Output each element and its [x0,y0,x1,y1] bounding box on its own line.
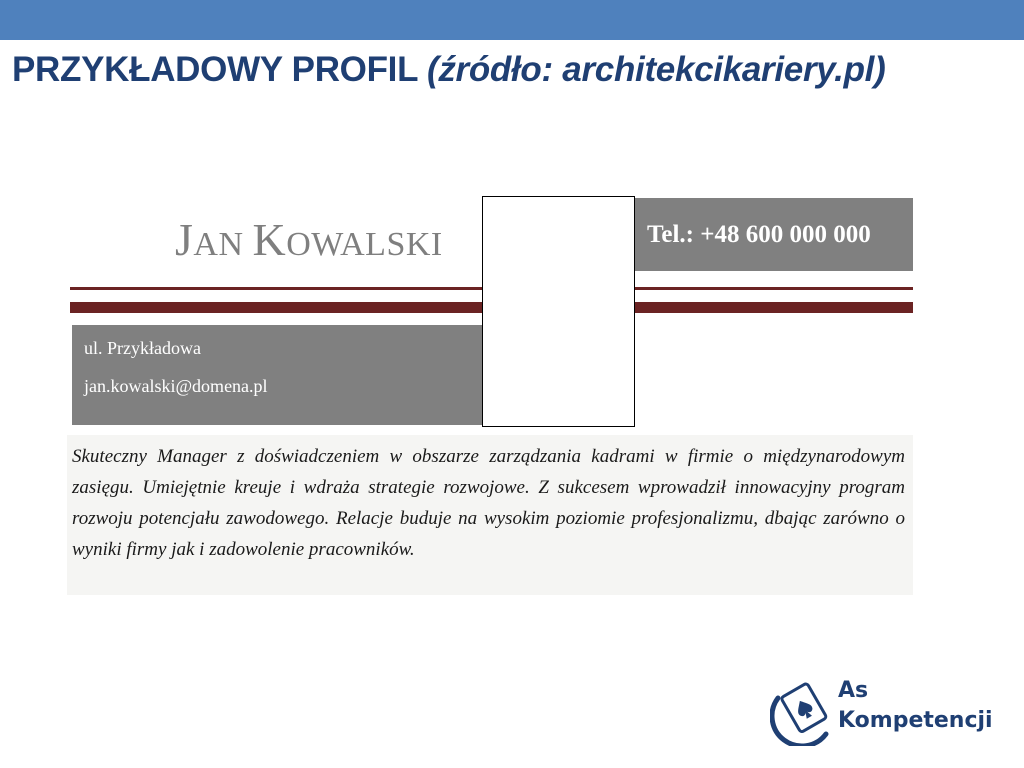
phone-box [635,198,913,271]
summary-box [67,435,913,595]
logo-text-as: As [838,678,869,703]
top-accent-bar [0,0,1024,40]
contact-box [72,325,492,425]
slide-title [12,48,1012,92]
as-kompetencji-logo [770,676,1000,746]
logo-text-kompetencji: Kompetencji [838,708,993,733]
title-source: (źródło: architekcikariery.pl) [426,50,886,89]
name-rest-first: AN [193,226,253,263]
email-text: jan.kowalski@domena.pl [84,376,268,396]
cv-card [67,195,913,595]
title-main: PRZYKŁADOWY PROFIL [12,50,427,89]
photo-placeholder [482,196,635,427]
name-rest-last: OWALSKI [286,226,443,263]
name-initial-first: J [175,214,194,265]
address-text: ul. Przykładowa [84,338,201,358]
name-initial-last: K [252,214,287,265]
cv-name [175,213,495,266]
summary-text: Skuteczny Manager z doświadczeniem w obszarze zarządzania kadrami w firmie o międzynarodowym zasięgu. Umiejętnie kreuje i wdraża strategie rozwojowe. Z sukcesem wprowadził innowacyjny program rozwoju potencjału zawodowego. Relacje buduje na wysokim poziomie profesjonalizmu, dbając zarówno o wyniki firmy jak i zadowolenie pracowników. [72,446,905,560]
phone-text: Tel.: +48 600 000 000 [647,220,871,248]
spade-card-icon [770,676,834,746]
